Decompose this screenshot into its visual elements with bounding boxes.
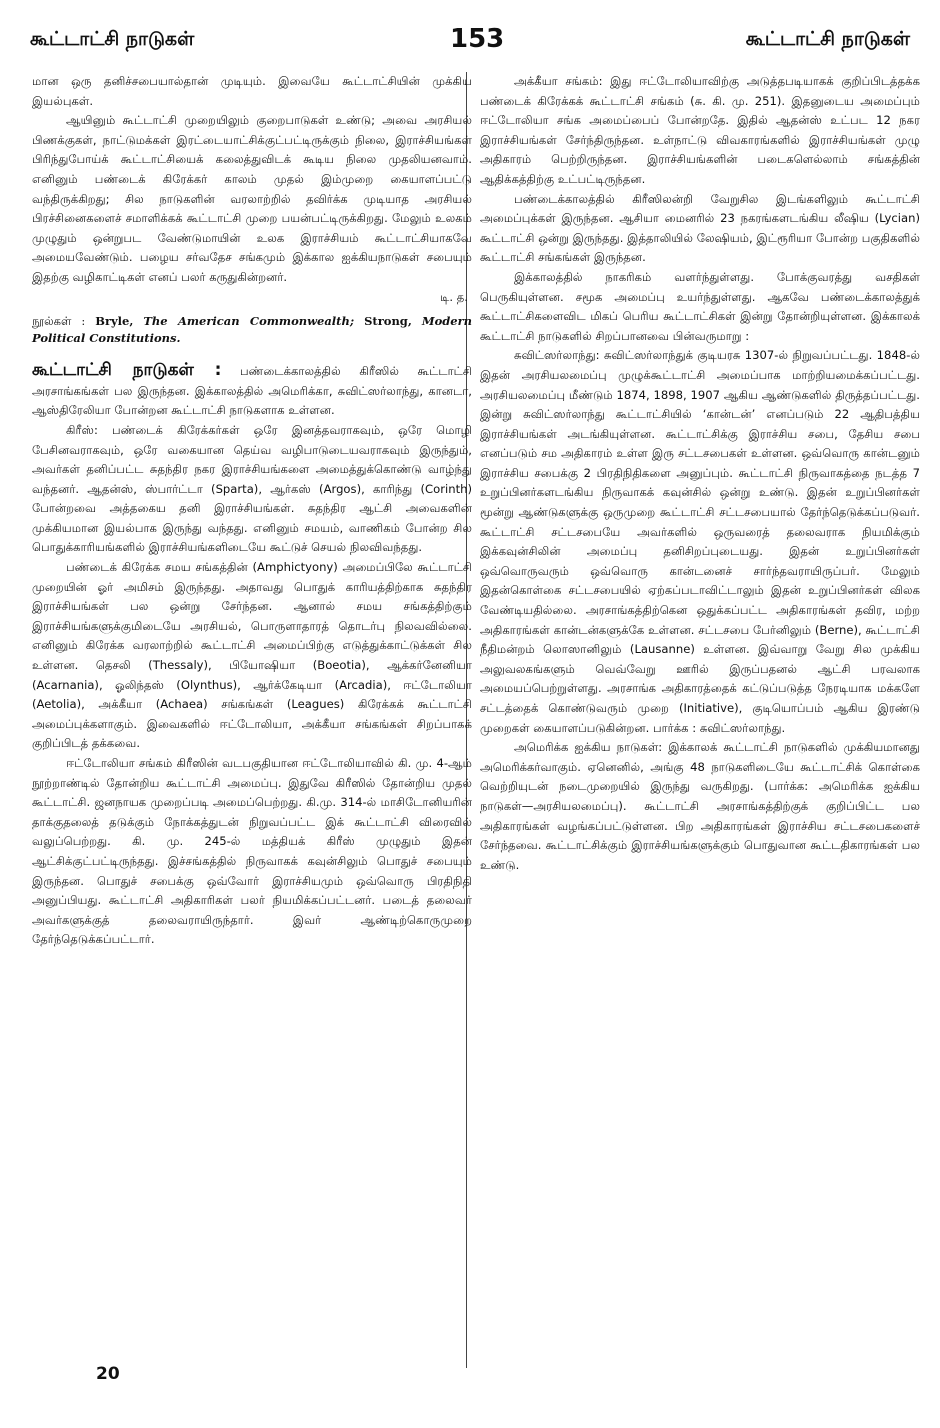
article-start (32, 361, 472, 421)
paragraph: பண்டைக் கிரேக்க சமய சங்கத்தின் (Amphictyony) அமைப்பிலே கூட்டாட்சி முறையின் ஓர் அமிசம் இருந்தது. அதாவது பொதுக் காரியத்திற்காக சுதந்திர இராச்சியங்கள் பல ஒன்று சேர்ந்தன. ஆனால் சமய சங்கத்திற்கும் இராச்சியங்களுக்குமிடையே அரசியல், பொருளாதாரத் தொடர்பு நிலவவில்லை. எனினும் கிரேக்க வரலாற்றில் கூட்டாட்சி அமைப்பிற்கு எடுத்துக்காட்டுக்கள் சில உள்ளன. தெசலி (Thessaly), பியோஷியா (Boeotia), ஆக்கர்னேனியா (Acarnania), ஓலிந்தஸ் (Olynthus), ஆர்க்கேடியா (Arcadia), ஈட்டோலியா (Aetolia), அக்கீயா (Achaea) சங்கங்கள் (Leagues) கிரேக்கக் கூட்டாட்சி அமைப்புக்களாகும். இவைகளில் ஈட்டோலியா, அக்கீயா சங்கங்கள் சிறப்பாகக் குறிப்பிடத் தக்கவை. (32, 560, 472, 751)
paragraph: மான ஒரு தனிச்சபையால்தான் முடியும். இவையே கூட்டாட்சியின் முக்கிய இயல்புகள். (32, 74, 472, 108)
paragraph: அக்கீயா சங்கம்: இது ஈட்டோலியாவிற்கு அடுத்தபடியாகக் குறிப்பிடத்தக்க பண்டைக் கிரேக்கக் கூட்டாட்சி சங்கம் (சு. கி. மு. 251). இதனுடைய அமைப்பும் ஈட்டோலியா சங்க அமைப்பைப் போன்றதே. இதில் ஆதன்ஸ் உட்பட 12 நகர இராச்சியங்கள் சேர்ந்திருந்தன. உள்நாட்டு விவகாரங்களில் இராச்சியங்கள் முழு அதிகாரம் பெற்றிருந்தன. இராச்சியங்களின் படைகளெல்லாம் சங்கத்தின் ஆதிக்கத்திற்கு உட்பட்டிருந்தன. (480, 74, 920, 186)
reference-title: The American Commonwealth; (143, 314, 355, 329)
reference-author: Strong, (364, 314, 412, 329)
signature-mark: 20 (96, 1364, 120, 1384)
paragraph: கிரீஸ்: பண்டைக் கிரேக்கர்கள் ஒரே இனத்தவராகவும், ஒரே மொழி பேசினவராகவும், ஒரே வகையான தெய்வ வழிபாடுடையவராகவும் இருந்தும், அவர்கள் தனிப்பட்ட சுதந்திர நகர இராச்சியங்களை அமைத்துக்கொண்டு வாழ்ந்து வந்தனர். ஆதன்ஸ், ஸ்பார்ட்டா (Sparta), ஆர்கஸ் (Argos), காரிந்து (Corinth) போன்றவை அத்தகைய தனி இராச்சியங்கள். சுதந்திர ஆட்சி அவைகளின் முக்கியமான இயல்பாக இருந்து வந்தது. எனினும் சமயம், வாணிகம் போன்ற சில பொதுக்காரியங்களில் இராச்சியங்களிடையே கூட்டுச் செயல் நிலவிவந்தது. (32, 422, 472, 555)
author-initials: டி. த. (440, 289, 468, 304)
paragraph: பண்டைக்காலத்தில் கிரீஸிலன்றி வேறுசில இடங்களிலும் கூட்டாட்சி அமைப்புக்கள் இருந்தன. ஆசியா மைனரில் 23 நகரங்களடங்கிய லீஷிய (Lycian) கூட்டாட்சி ஒன்று இருந்தது. இத்தாலியில் லேஷியம், இட்ரூரியா போன்ற பகுதிகளில் கூட்டாட்சி சங்கங்கள் இருந்தன. (480, 191, 920, 265)
page-number: 153 (450, 24, 505, 54)
article-title: கூட்டாட்சி நாடுகள் : (32, 360, 222, 381)
references (32, 313, 472, 347)
paragraph: ஈட்டோலியா சங்கம் கிரீஸின் வடபகுதியான ஈட்டோலியாவில் கி. மு. 4-ஆம் நூற்றாண்டில் தோன்றிய கூட்டாட்சி அமைப்பு. இதுவே கிரீஸில் தோன்றிய முதல் கூட்டாட்சி. ஜனநாயக முறைப்படி அமைப்பெற்றது. கி.மு. 314-ல் மாசிடோனியரின் தாக்குதலைத் தடுக்கும் நோக்கத்துடன் நிறுவப்பட்ட இக் கூட்டாட்சி விரைவில் வலுப்பெற்றது. கி. மு. 245-ல் மத்தியக் கிரீஸ் முழுதும் இதன் ஆட்சிக்குட்பட்டிருந்தது. இச்சங்கத்தில் நிருவாகக் கவுன்சிலும் பொதுச் சபையும் இருந்தன. பொதுச் சபைக்கு ஒவ்வோர் இராச்சியமும் ஒவ்வொரு பிரதிநிதி அனுப்பியது. கூட்டாட்சி அதிகாரிகள் பலர் நியமிக்கப்பட்டனர். படைத் தலைவர் அவர்களுக்குத் தலைவராயிருந்தார். இவர் ஆண்டிற்கொருமுறை தேர்ந்தெடுக்கப்பட்டார். (32, 756, 472, 947)
paragraph: அமெரிக்க ஐக்கிய நாடுகள்: இக்காலக் கூட்டாட்சி நாடுகளில் முக்கியமானது அமெரிக்கர்வாகும். ஏனெனில், அங்கு 48 நாடுகளிடையே கூட்டாட்சிக் கொள்கை வெற்றியுடன் நடைமுறையில் இருந்து வருகிறது. (பார்க்க: அமெரிக்க ஐக்கிய நாடுகள்—அரசியலமைப்பு). கூட்டாட்சி அரசாங்கத்திற்குக் குறிப்பிட்ட பல அதிகாரங்கள் வழங்கப்பட்டுள்ளன. பிற அதிகாரங்கள் இராச்சிய சட்டசபைகளைச் சேர்ந்தவை. கூட்டாட்சிக்கும் இராச்சியங்களுக்கும் பொதுவான கூட்டதிகாரங்கள் பல உண்டு. (480, 740, 920, 872)
paragraph: சுவிட்ஸர்லாந்து: சுவிட்ஸர்லாந்துக் குடியரசு 1307-ல் நிறுவப்பட்டது. 1848-ல் இதன் அரசியலமைப்பு முழுக்கூட்டாட்சி அமைப்பாக மாற்றியமைக்கப்பட்டது. அரசியலமைப்பு மீண்டும் 1874, 1898, 1907 ஆகிய ஆண்டுகளில் திருத்தப்பட்டது. இன்று சுவிட்ஸர்லாந்து கூட்டாட்சியில் ‘கான்டன்’ எனப்படும் 22 ஆதிபத்திய இராச்சியங்கள் அடங்கியுள்ளன. கூட்டாட்சிக்கு இராச்சிய சபை, தேசிய சபை எனப்படும் சம அதிகாரம் உள்ள இரு சட்டசபைகள் உள்ளன. ஒவ்வொரு கான்டனும் இராச்சிய சபைக்கு 2 பிரதிநிதிகளை அனுப்பும். கூட்டாட்சி நிருவாகத்தை நடத்த 7 உறுப்பினர்களடங்கிய நிருவாகக் கவுன்சில் ஒன்று உண்டு. இதன் உறுப்பினர்கள் மூன்று ஆண்டுகளுக்கு ஒருமுறை கூட்டாட்சி சட்டசபையால் தேர்ந்தெடுக்கப்படுவர். கூட்டாட்சி சட்டசபையே அவர்களில் ஒருவரைத் தலைவராக நியமிக்கும் இக்கவுன்சிலின் அமைப்பு தனிசிறப்புடையது. இதன் உறுப்பினர்கள் ஒவ்வொருவரும் ஒவ்வொரு கான்டனைச் சார்ந்தவராயிருப்பர். மேலும் இதன்கொள்கை சட்டசபையில் ஏற்கப்படாவிட்டாலும் இதன் உறுப்பினர்கள் விலக வேண்டியதில்லை. அரசாங்கத்திற்கென ஒதுக்கப்பட்ட அதிகாரங்கள் தவிர, மற்ற அதிகாரங்கள் கான்டன்களுக்கே உள்ளன. சட்டசபை பேர்னிலும் (Berne), கூட்டாட்சி நீதிமன்றம் லொஸானிலும் (Lausanne) உள்ளன. இவ்வாறு வேறு சில முக்கிய அலுவலகங்களும் வெவ்வேறு ஊரில் இருப்பதனல் ஆட்சி பரவலாக அமையப்பெற்றுள்ளது. அரசாங்க அதிகாரத்தைக் கட்டுப்படுத்த நேரடியாக மக்களே சட்டத்தைக் கொண்டுவரும் முறை (Initiative), குடியொப்பம் ஆகிய இரண்டு முறைகள் கையாளப்படுகின்றன. பார்க்க : சுவிட்ஸர்லாந்து. (480, 348, 920, 735)
paragraph: ஆயினும் கூட்டாட்சி முறையிலும் குறைபாடுகள் உண்டு; அவை அரசியல் பிணக்குகள், நாட்டுமக்கள் இரட்டையாட்சிக்குட்பட்டிருக்கும் நிலை, இராச்சியங்கள் பிரிந்துபோய்க் கூட்டாட்சியைக் கலைத்துவிடக் கூடிய நிலை முதலியனவாம். எனினும் பண்டைக் கிரேக்கர் காலம் முதல் இம்முறை கையாளப்பட்டு வந்திருக்கிறது; சில நாடுகளின் வரலாற்றில் தவிர்க்க முடியாத அரசியல் பிரச்சினைகளைச் சமாளிக்கக் கூட்டாட்சி முறை பயன்பட்டிருக்கிறது. மேலும் உலகம் முழுதும் ஒன்றுபட வேண்டுமாயின் உலக இராச்சியம் கூட்டாட்சியாகவே அமையவேண்டும். பழைய சர்வதேச சங்கமும் இக்கால ஐக்கியநாடுகள் சபையும் இதற்கு வழிகாட்டிகள் எனப் பலர் கருதுகின்றனர். (32, 113, 472, 284)
running-head-right: கூட்டாட்சி நாடுகள் (745, 28, 910, 50)
paragraph: இக்காலத்தில் நாகரிகம் வளர்ந்துள்ளது. போக்குவரத்து வசதிகள் பெருகியுள்ளன. சமூக அமைப்பு உயர்ந்துள்ளது. ஆகவே பண்டைக்காலத்துக் கூட்டாட்சிகளைவிட மிகப் பெரிய கூட்டாட்சிகள் இன்று தோன்றியுள்ளன. இக்காலக் கூட்டாட்சி நாடுகளில் சிறப்பானவை பின்வருமாறு : (480, 269, 920, 343)
running-head-left: கூட்டாட்சி நாடுகள் (30, 28, 195, 50)
reference-author: Bryle, (95, 314, 134, 329)
page-header (30, 24, 910, 64)
left-column (32, 72, 472, 950)
reference-title: Modern Political Constitutions. (32, 314, 473, 346)
article-intro: பண்டைக்காலத்தில் கிரீஸில் கூட்டாட்சி அரசாங்கங்கள் பல இருந்தன. இக்காலத்தில் அமெரிக்கா, சுவிட்ஸர்லாந்து, கானடா, ஆஸ்திரேலியா போன்றன கூட்டாட்சி நாடுகளாக உள்ளன. (32, 364, 472, 418)
references-label: நூல்கள் : (32, 314, 86, 329)
right-column (480, 72, 920, 875)
